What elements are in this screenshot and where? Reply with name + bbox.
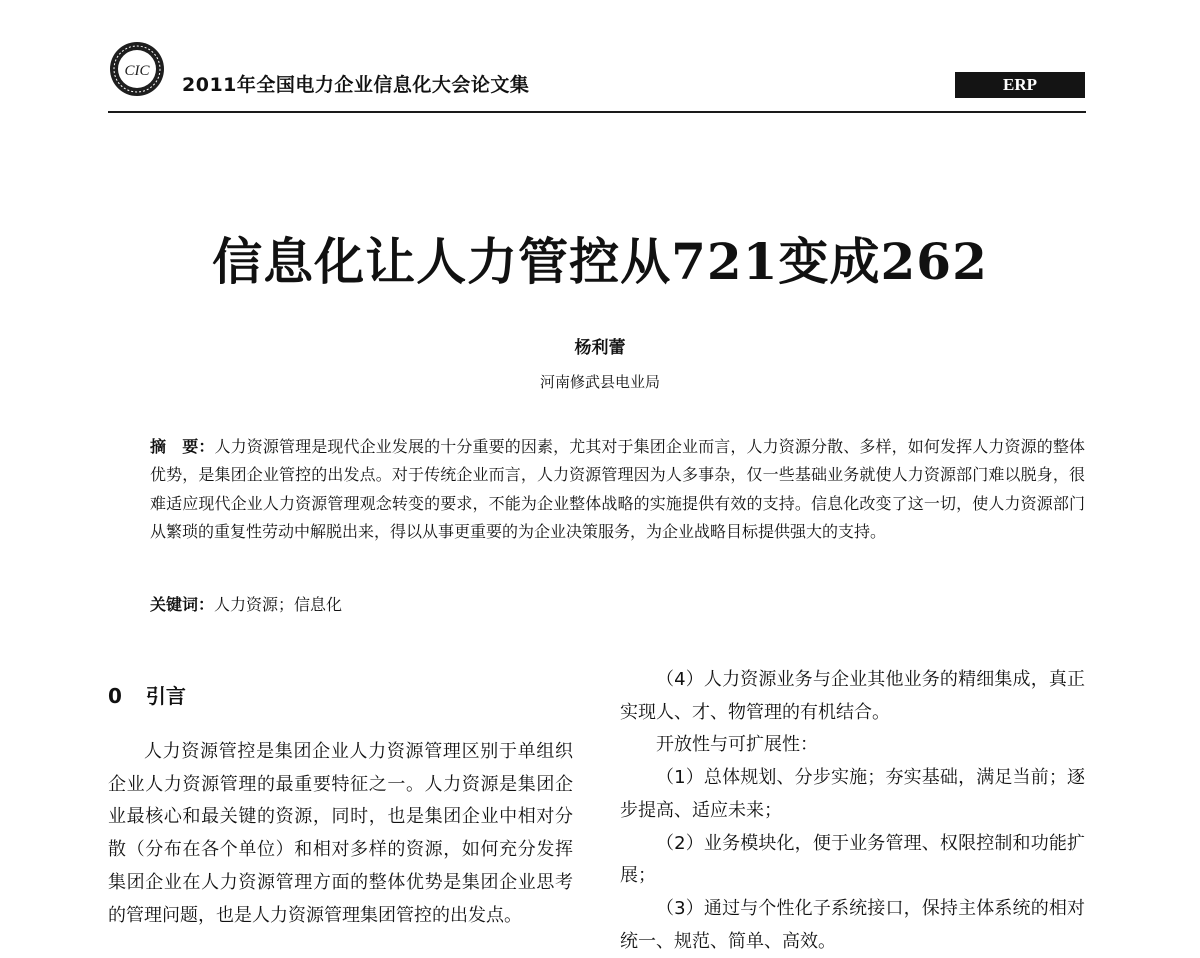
body-paragraph: （1）总体规划、分步实施；夯实基础，满足当前；逐步提高、适应未来； [620, 767, 1085, 821]
body-paragraph: 开放性与可扩展性： [656, 734, 818, 756]
section-title: 引言 [145, 684, 186, 708]
section-number: 0 [108, 684, 122, 708]
conference-title: 2011年全国电力企业信息化大会论文集 [182, 74, 530, 96]
body-paragraph: 人力资源管控是集团企业人力资源管理区别于单组织企业人力资源管理的最重要特征之一。人力资源是集团企业最核心和最关键的资源，同时，也是集团企业中相对分散（分布在各个单位）和相对多样的资源，如何充分发挥集团企业在人力资源管理方面的整体优势是集团企业思考的管理问题，也是人力资源管理集团管控的出发点。 [108, 741, 573, 926]
keywords-label: 关键词： [150, 595, 215, 614]
header-divider [108, 111, 1086, 113]
abstract-text: 人力资源管理是现代企业发展的十分重要的因素，尤其对于集团企业而言，人力资源分散、多样，如何发挥人力资源的整体优势，是集团企业管控的出发点。对于传统企业而言，人力资源管理因为人多事杂，仅一些基础业务就使人力资源部门难以脱身，很难适应现代企业人力资源管理观念转变的要求，不能为企业整体战略的实施提供有效的支持。信息化改变了这一切，使人力资源部门从繁琐的重复性劳动中解脱出来，得以从事更重要的为企业决策服务，为企业战略目标提供强大的支持。 [150, 437, 1085, 541]
body-paragraph: （4）人力资源业务与企业其他业务的精细集成，真正实现人、才、物管理的有机结合。 [620, 669, 1085, 723]
cic-seal-icon [108, 40, 166, 98]
section-heading [108, 680, 186, 709]
author-affiliation: 河南修武县电业局 [539, 373, 660, 391]
abstract-label: 摘 要： [150, 437, 215, 456]
author-name: 杨利蕾 [574, 338, 626, 358]
keywords [150, 593, 1085, 617]
abstract [150, 433, 1085, 546]
right-column [620, 664, 1085, 958]
keywords-text: 人力资源；信息化 [214, 595, 343, 614]
svg-text:CIC: CIC [124, 63, 150, 79]
paper-title: 信息化让人力管控从721变成262 [212, 232, 988, 291]
section-tag-badge: ERP [955, 72, 1085, 98]
body-paragraph: （2）业务模块化，便于业务管理、权限控制和功能扩展； [620, 832, 1085, 887]
body-paragraph: （3）通过与个性化子系统接口，保持主体系统的相对统一、规范、简单、高效。 [620, 897, 1085, 952]
left-column [108, 736, 573, 932]
conference-logo [108, 40, 166, 98]
